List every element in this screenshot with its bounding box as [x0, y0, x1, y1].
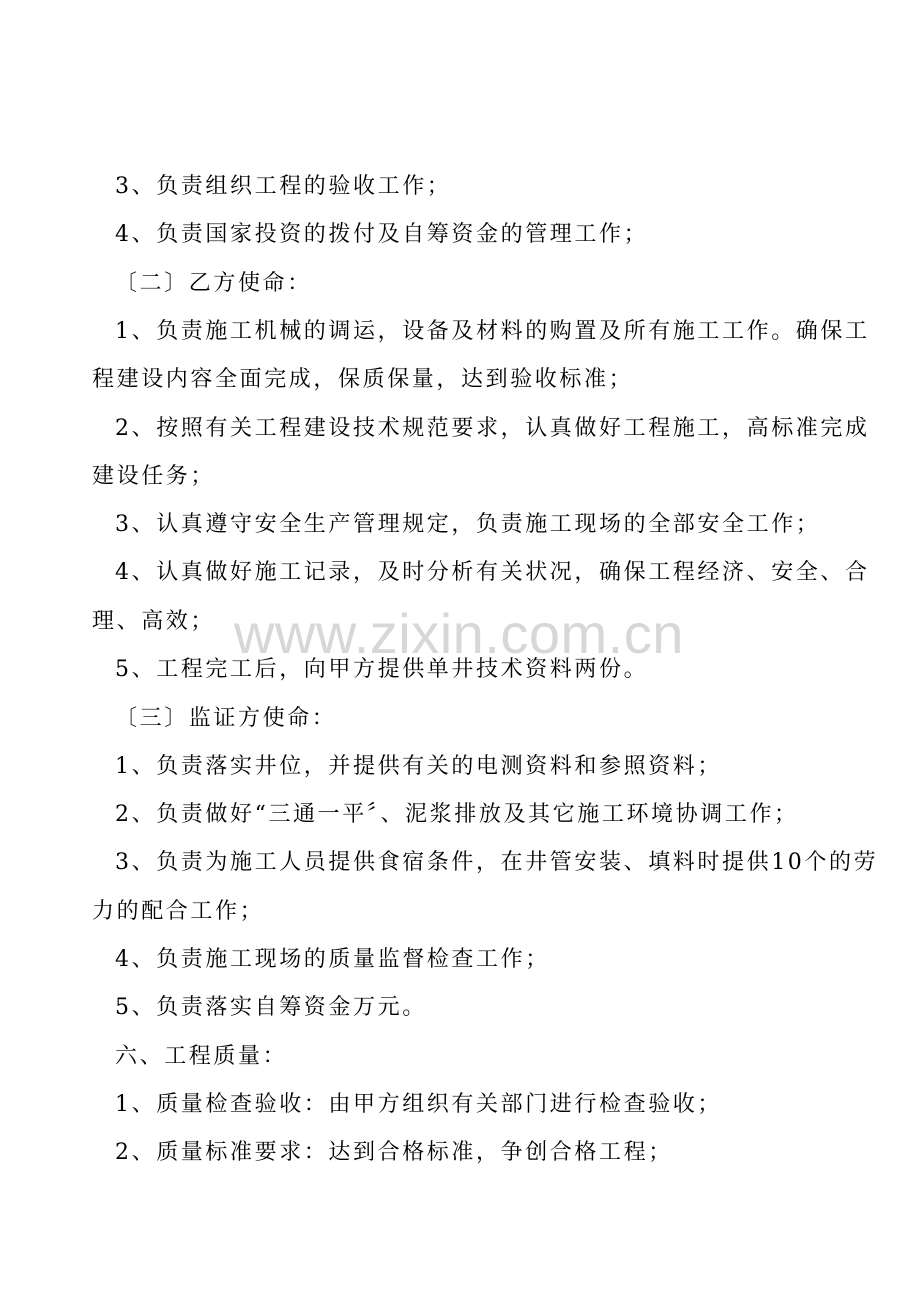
- paragraph-line: 1、负责施工机械的调运，设备及材料的购置及所有施工工作。确保工: [115, 319, 870, 344]
- paragraph-line: 2、按照有关工程建设技术规范要求，认真做好工程施工，高标准完成: [115, 416, 870, 441]
- paragraph-line: 2、质量标准要求：达到合格标准，争创合格工程；: [115, 1140, 673, 1165]
- paragraph-line: 4、认真做好施工记录，及时分析有关状况，确保工程经济、安全、合: [115, 560, 870, 585]
- paragraph-line: 4、负责国家投资的拨付及自筹资金的管理工作；: [115, 222, 649, 247]
- paragraph-line: 4、负责施工现场的质量监督检查工作；: [115, 947, 550, 972]
- section-heading: 六、工程质量：: [115, 1044, 288, 1069]
- paragraph-line: 1、质量检查验收：由甲方组织有关部门进行检查验收；: [115, 1092, 722, 1117]
- paragraph-line: 5、工程完工后，向甲方提供单井技术资料两份。: [115, 657, 649, 682]
- paragraph-line: 3、认真遵守安全生产管理规定，负责施工现场的全部安全工作；: [115, 512, 821, 537]
- section-heading: 〔三〕监证方使命：: [115, 706, 337, 731]
- paragraph-line: 建设任务；: [92, 464, 216, 489]
- paragraph-line: 3、负责组织工程的验收工作；: [115, 174, 452, 199]
- watermark-text: www.zixin.com.cn: [234, 602, 684, 665]
- paragraph-line: 2、负责做好“三通一平〞、泥浆排放及其它施工环境协调工作；: [115, 802, 799, 827]
- paragraph-line: 3、负责为施工人员提供食宿条件，在井管安装、填料时提供10个的劳: [115, 850, 879, 875]
- section-heading: 〔二〕乙方使命：: [115, 271, 312, 296]
- paragraph-line: 5、负责落实自筹资金万元。: [115, 995, 427, 1020]
- paragraph-line: 理、高效；: [92, 609, 216, 634]
- paragraph-line: 1、负责落实井位，并提供有关的电测资料和参照资料；: [115, 754, 722, 779]
- paragraph-line: 力的配合工作；: [92, 899, 265, 924]
- paragraph-line: 程建设内容全面完成，保质保量，达到验收标准；: [92, 367, 634, 392]
